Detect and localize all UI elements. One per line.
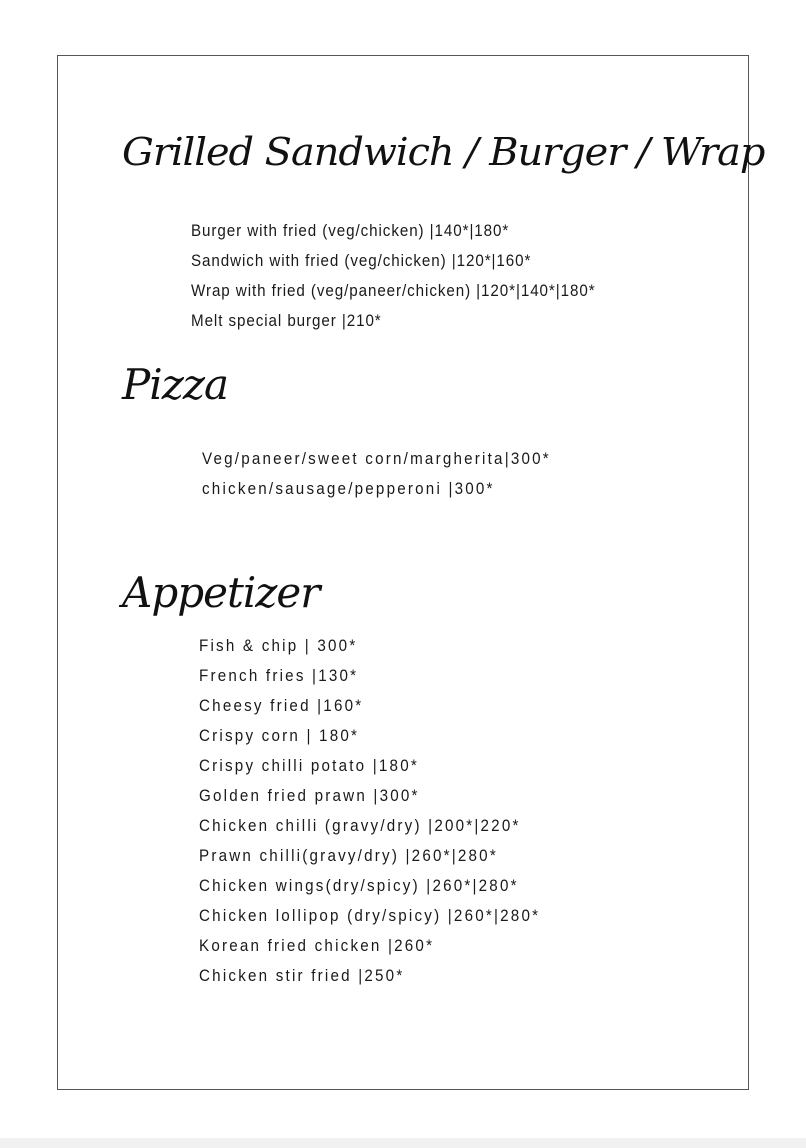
menu-item: French fries |130* bbox=[199, 667, 359, 685]
menu-item: Melt special burger |210* bbox=[191, 312, 382, 330]
menu-item: Crispy chilli potato |180* bbox=[199, 757, 419, 775]
menu-item: Prawn chilli(gravy/dry) |260*|280* bbox=[199, 847, 498, 865]
appetizer-list bbox=[199, 631, 570, 991]
menu-item: Chicken lollipop (dry/spicy) |260*|280* bbox=[199, 907, 541, 925]
menu-item: Crispy corn | 180* bbox=[199, 727, 360, 745]
pizza-list bbox=[202, 444, 581, 504]
menu-item: Chicken stir fried |250* bbox=[199, 967, 405, 985]
sandwich-burger-wrap-list bbox=[191, 216, 631, 336]
section-title-sandwich-burger-wrap: Grilled Sandwich / Burger / Wrap bbox=[122, 130, 765, 174]
menu-item: Burger with fried (veg/chicken) |140*|180* bbox=[191, 222, 510, 240]
menu-item: Fish & chip | 300* bbox=[199, 637, 358, 655]
page-bottom-edge bbox=[0, 1138, 806, 1148]
menu-item: Cheesy fried |160* bbox=[199, 697, 364, 715]
menu-item: Korean fried chicken |260* bbox=[199, 937, 435, 955]
menu-item: Veg/paneer/sweet corn/margherita|300* bbox=[202, 450, 551, 468]
menu-item: chicken/sausage/pepperoni |300* bbox=[202, 480, 495, 498]
section-title-appetizer: Appetizer bbox=[122, 568, 320, 617]
menu-item: Chicken chilli (gravy/dry) |200*|220* bbox=[199, 817, 521, 835]
menu-item: Sandwich with fried (veg/chicken) |120*|160* bbox=[191, 252, 532, 270]
menu-item: Wrap with fried (veg/paneer/chicken) |120*|140*|180* bbox=[191, 282, 596, 300]
menu-item: Golden fried prawn |300* bbox=[199, 787, 420, 805]
menu-item: Chicken wings(dry/spicy) |260*|280* bbox=[199, 877, 519, 895]
section-title-pizza: Pizza bbox=[122, 360, 228, 409]
